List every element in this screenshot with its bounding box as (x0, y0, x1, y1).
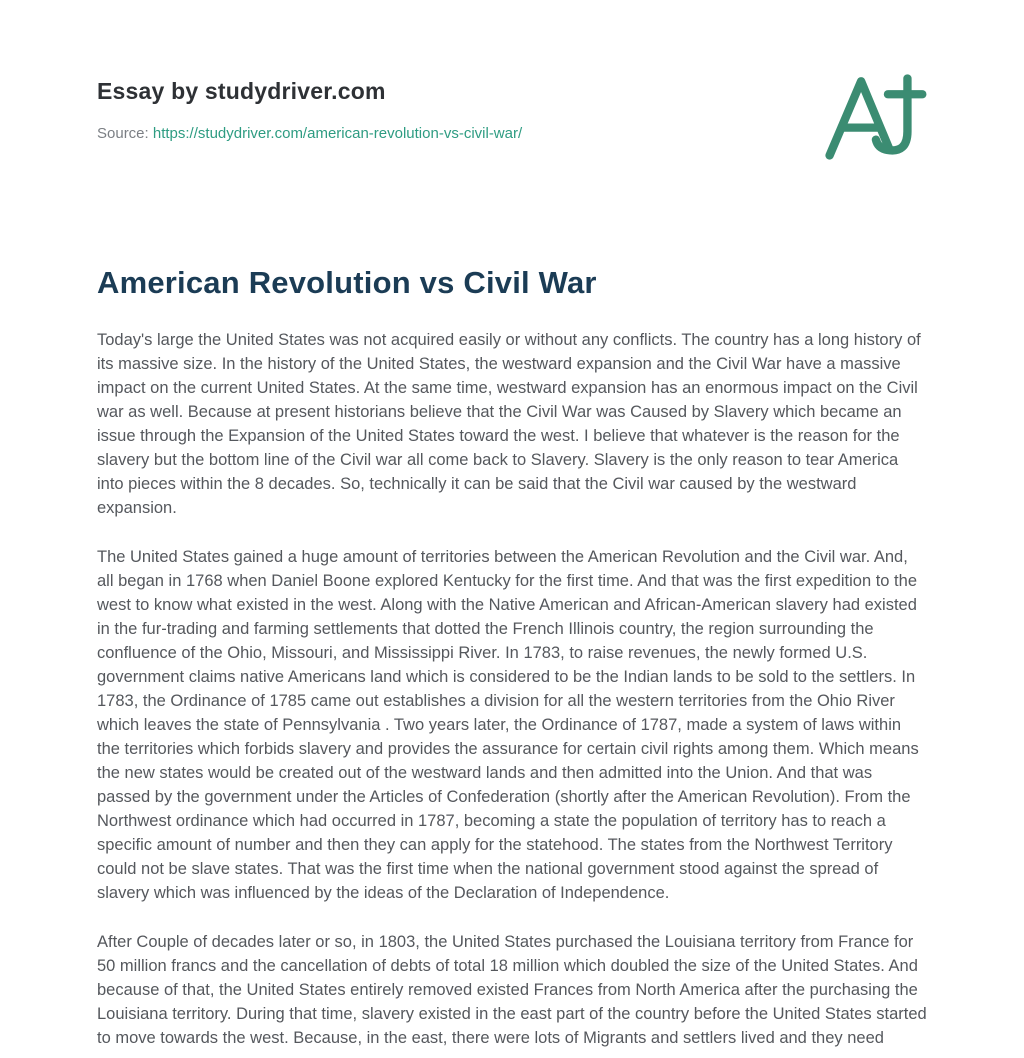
source-line (97, 125, 522, 142)
essay-body (97, 265, 927, 1050)
essay-paragraph-1: Today's large the United States was not acquired easily or without any conflicts. The country has a long history of its massive size. In the history of the United States, the westward expansion and the Civil War have a massive impact on the current United States. At the same time, westward expansion has an enormous impact on the Civil war as well. Because at present historians believe that the Civil War was Caused by Slavery which became an issue through the Expansion of the United States toward the west. I believe that whatever is the reason for the slavery but the bottom line of the Civil war all come back to Slavery. Slavery is the only reason to tear America into pieces within the 8 decades. So, technically it can be said that the Civil war caused by the westward expansion. (97, 331, 921, 517)
essay-title: American Revolution vs Civil War (97, 265, 597, 300)
studydriver-logo (823, 72, 927, 161)
source-link[interactable]: https://studydriver.com/american-revolution-vs-civil-war/ (152, 125, 523, 142)
source-label: Source: (97, 125, 149, 142)
byline: Essay by studydriver.com (97, 78, 386, 104)
essay-paragraph-2: The United States gained a huge amount of territories between the American Revolution and the Civil war. And, all began in 1768 when Daniel Boone explored Kentucky for the first time. And that was the first expedition to the west to know what existed in the west. Along with the Native American and African-American slavery had existed in the fur-trading and farming settlements that dotted the French Illinois country, the region surrounding the confluence of the Ohio, Missouri, and Mississippi River. In 1783, to raise revenues, the newly formed U.S. government claims native Americans land which is considered to be the Indian lands to be sold to the settlers. In 1783, the Ordinance of 1785 came out establishes a division for all the western territories from the Ohio River which leaves the state of Pennsylvania . Two years later, the Ordinance of 1787, made a system of laws within the territories which forbids slavery and provides the assurance for certain civil rights among them. Which means the new states would be created out of the westward lands and then admitted into the Union. And that was passed by the government under the Articles of Confederation (shortly after the American Revolution). From the Northwest ordinance which had occurred in 1787, becoming a state the population of territory has to reach a specific amount of number and then they can apply for the statehood. The states from the Northwest Territory could not be slave states. That was the first time when the national government stood against the spread of slavery which was influenced by the ideas of the Declaration of Independence. (97, 548, 919, 902)
essay-paragraph-3: After Couple of decades later or so, in 1803, the United States purchased the Louisiana territory from France for 50 million francs and the cancellation of debts of total 18 million which doubled the size of the United States. And because of that, the United States entirely removed existed Frances from North America after the purchasing the Louisiana territory. During that time, slavery existed in the east part of the country before the United States started to move towards the west. Because, in the east, there were lots of Migrants and settlers lived and they need (97, 933, 927, 1047)
page-header (97, 74, 927, 161)
header-text-block (97, 74, 522, 142)
studydriver-logo-icon (823, 72, 927, 161)
